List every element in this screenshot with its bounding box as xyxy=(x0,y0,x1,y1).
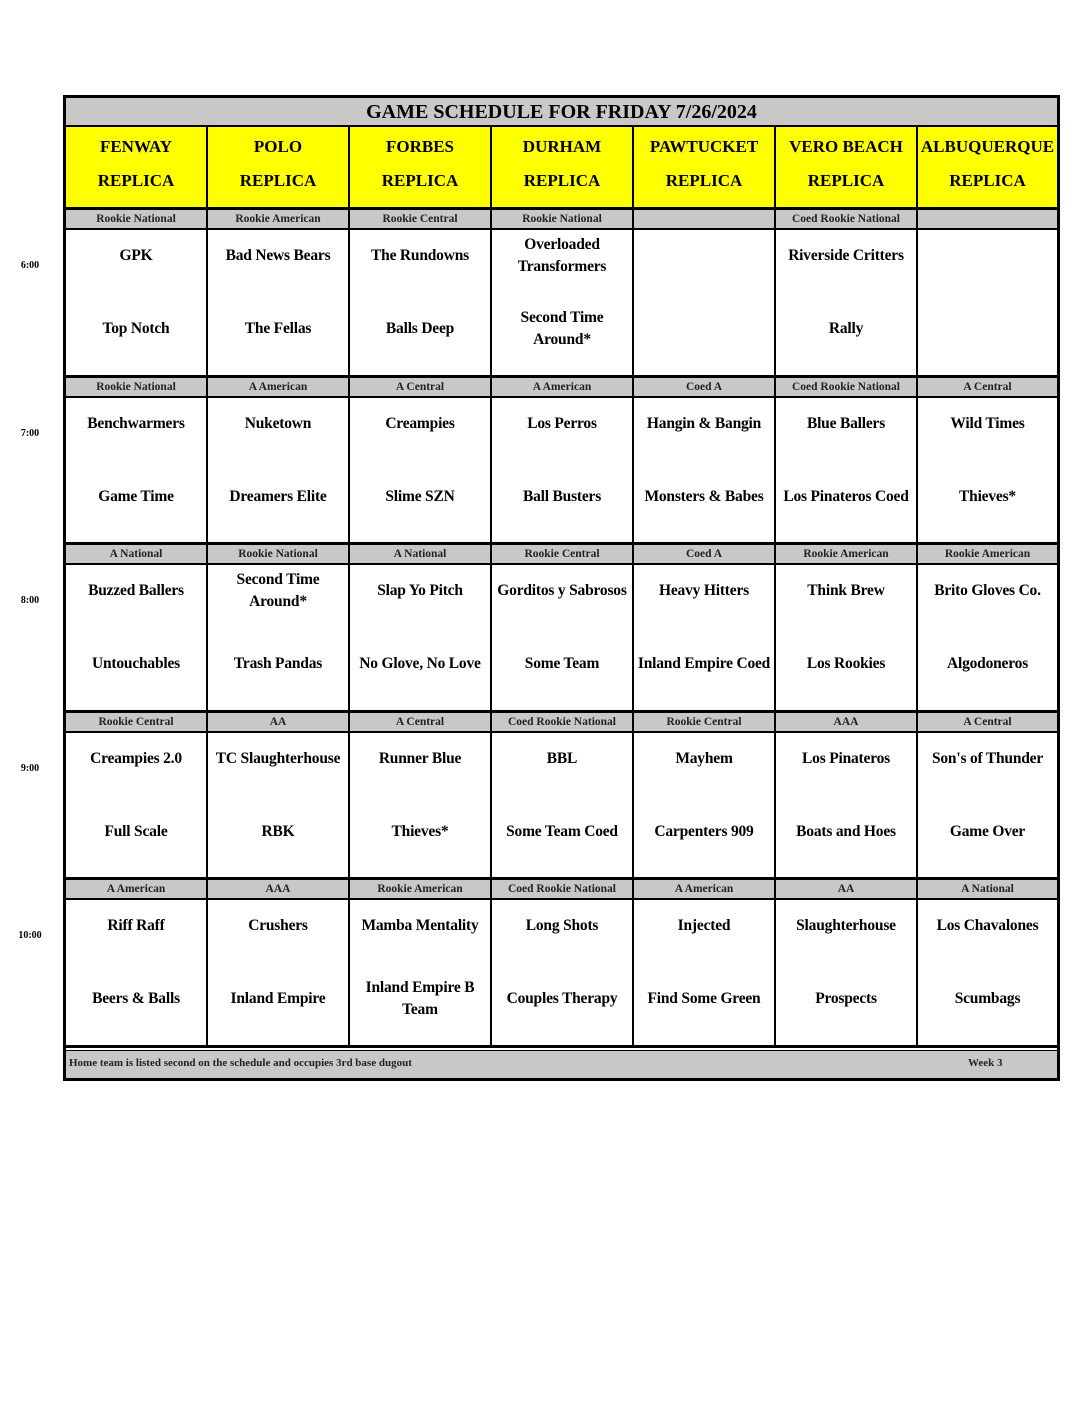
game-cell xyxy=(634,230,776,378)
field-name: ALBUQUERQUE xyxy=(920,137,1055,156)
visiting-team: Mayhem xyxy=(675,749,733,767)
week-label: Week 3 xyxy=(968,1057,1003,1069)
game-cell xyxy=(918,398,1057,546)
field-header xyxy=(66,127,208,210)
division-label: Coed Rookie National xyxy=(776,378,918,398)
field-subtitle: REPLICA xyxy=(523,171,601,190)
division-label: A Central xyxy=(350,378,492,398)
game-cell xyxy=(776,733,918,881)
home-team: Carpenters 909 xyxy=(654,822,754,840)
visiting-team: Benchwarmers xyxy=(87,414,185,432)
time-slot-label: 9:00 xyxy=(20,762,40,774)
division-label: AA xyxy=(776,880,918,900)
home-team: Trash Pandas xyxy=(233,655,323,672)
game-cell xyxy=(918,733,1057,881)
game-cell xyxy=(918,900,1057,1048)
game-cell xyxy=(350,398,492,546)
visiting-team: Heavy Hitters xyxy=(659,582,749,599)
visiting-team: BBL xyxy=(546,749,578,767)
game-cell xyxy=(776,900,918,1048)
division-label: AAA xyxy=(776,713,918,733)
home-team: The Fellas xyxy=(244,320,312,337)
division-label: Coed Rookie National xyxy=(776,210,918,230)
home-team: Rally xyxy=(828,320,864,337)
visiting-team: Nuketown xyxy=(244,414,312,432)
home-team: Inland Empire Coed xyxy=(637,655,771,672)
field-subtitle: REPLICA xyxy=(807,171,885,190)
visiting-team: Second Time Around* xyxy=(236,571,320,610)
home-team: No Glove, No Love xyxy=(359,655,481,672)
division-label: Coed Rookie National xyxy=(492,713,634,733)
home-team: Beers & Balls xyxy=(92,990,180,1007)
division-label: Rookie Central xyxy=(634,713,776,733)
visiting-team: Slaughterhouse xyxy=(796,917,896,934)
game-cell xyxy=(350,733,492,881)
home-team: Game Time xyxy=(98,487,174,505)
game-cell xyxy=(634,398,776,546)
game-cell xyxy=(208,398,350,546)
visiting-team: Long Shots xyxy=(525,917,599,934)
game-cell xyxy=(776,398,918,546)
home-team: Some Team Coed xyxy=(506,822,618,840)
division-label: A National xyxy=(350,545,492,565)
division-label: Coed A xyxy=(634,378,776,398)
home-team xyxy=(918,307,1057,351)
time-slot-label: 8:00 xyxy=(20,595,40,606)
division-label: A American xyxy=(208,378,350,398)
visiting-team: Wild Times xyxy=(950,414,1025,432)
home-team: Couples Therapy xyxy=(506,990,618,1007)
time-slot-label: 10:00 xyxy=(18,930,42,941)
game-cell xyxy=(776,230,918,378)
home-team: Dreamers Elite xyxy=(229,487,327,505)
field-name: DURHAM xyxy=(522,137,602,156)
home-team: Scumbags xyxy=(954,990,1021,1007)
visiting-team: Hangin & Bangin xyxy=(646,414,762,432)
visiting-team: The Rundowns xyxy=(371,247,469,264)
field-header xyxy=(918,127,1057,210)
game-cell xyxy=(918,230,1057,378)
game-cell xyxy=(634,733,776,881)
visiting-team xyxy=(918,234,1057,278)
division-label: Rookie Central xyxy=(492,545,634,565)
game-cell xyxy=(66,733,208,881)
home-team: RBK xyxy=(261,822,295,840)
home-team: Los Pinateros Coed xyxy=(783,487,909,505)
visiting-team: Overloaded Transformers xyxy=(517,236,607,275)
schedule-title: GAME SCHEDULE FOR FRIDAY 7/26/2024 xyxy=(66,98,1057,127)
visiting-team: Injected xyxy=(677,917,731,934)
field-name: FORBES xyxy=(385,137,455,156)
visiting-team: Crushers xyxy=(248,917,308,934)
game-cell xyxy=(208,733,350,881)
division-label: Rookie American xyxy=(208,210,350,230)
division-label: Rookie National xyxy=(66,378,208,398)
game-cell xyxy=(66,900,208,1048)
visiting-team: Los Chavalones xyxy=(936,917,1039,934)
field-name: POLO xyxy=(253,137,303,156)
home-team: Algodoneros xyxy=(946,655,1029,672)
home-team: Prospects xyxy=(815,990,877,1007)
visiting-team: Think Brew xyxy=(807,582,885,599)
visiting-team xyxy=(634,234,774,278)
game-cell xyxy=(350,900,492,1048)
division-label: Rookie National xyxy=(208,545,350,565)
field-subtitle: REPLICA xyxy=(665,171,743,190)
field-header xyxy=(634,127,776,210)
visiting-team: GPK xyxy=(119,247,153,264)
home-team xyxy=(634,307,774,351)
game-cell xyxy=(492,565,634,713)
field-subtitle: REPLICA xyxy=(381,171,459,190)
field-header xyxy=(776,127,918,210)
division-label: Rookie American xyxy=(350,880,492,900)
game-cell xyxy=(208,900,350,1048)
home-team: Top Notch xyxy=(102,320,170,337)
home-team: Full Scale xyxy=(104,822,168,840)
home-team: Thieves* xyxy=(391,822,449,840)
schedule-table xyxy=(63,95,1060,1081)
game-cell xyxy=(350,230,492,378)
game-cell xyxy=(66,230,208,378)
home-team: Second Time Around* xyxy=(520,309,604,348)
field-subtitle: REPLICA xyxy=(239,171,317,190)
visiting-team: Brito Gloves Co. xyxy=(934,582,1041,599)
home-team: Untouchables xyxy=(91,655,181,672)
game-cell xyxy=(492,733,634,881)
home-team: Game Over xyxy=(949,822,1026,840)
home-team: Monsters & Babes xyxy=(644,487,764,505)
division-label: AAA xyxy=(208,880,350,900)
game-cell xyxy=(776,565,918,713)
home-team: Find Some Green xyxy=(647,990,761,1007)
visiting-team: Los Perros xyxy=(527,414,597,432)
visiting-team: Buzzed Ballers xyxy=(88,582,184,599)
division-label: Coed Rookie National xyxy=(492,880,634,900)
game-cell xyxy=(492,900,634,1048)
game-cell xyxy=(918,565,1057,713)
game-cell xyxy=(66,565,208,713)
visiting-team: Runner Blue xyxy=(378,749,462,767)
visiting-team: Creampies 2.0 xyxy=(90,749,182,767)
field-header xyxy=(492,127,634,210)
home-team: Inland Empire B Team xyxy=(365,979,475,1018)
division-label: Rookie American xyxy=(918,545,1057,565)
game-cell xyxy=(66,398,208,546)
division-label: A National xyxy=(66,545,208,565)
visiting-team: Creampies xyxy=(385,414,455,432)
field-subtitle: REPLICA xyxy=(949,171,1026,190)
game-cell xyxy=(492,398,634,546)
home-team: Boats and Hoes xyxy=(796,822,896,840)
field-header xyxy=(208,127,350,210)
division-label: A Central xyxy=(350,713,492,733)
visiting-team: Los Pinateros xyxy=(802,749,890,767)
game-cell xyxy=(208,565,350,713)
field-subtitle: REPLICA xyxy=(97,171,175,190)
time-slot-label: 6:00 xyxy=(20,260,40,271)
field-name: FENWAY xyxy=(99,137,173,156)
home-team: Balls Deep xyxy=(385,320,455,337)
visiting-team: Blue Ballers xyxy=(806,414,886,432)
field-name: VERO BEACH xyxy=(789,137,903,156)
visiting-team: Bad News Bears xyxy=(225,247,331,264)
division-label: Rookie Central xyxy=(350,210,492,230)
game-cell xyxy=(634,900,776,1048)
visiting-team: Gorditos y Sabrosos xyxy=(497,582,627,599)
schedule-footer xyxy=(66,1050,1057,1078)
visiting-team: Riff Raff xyxy=(107,917,165,934)
division-label: Rookie National xyxy=(492,210,634,230)
game-cell xyxy=(208,230,350,378)
division-label xyxy=(634,210,776,230)
visiting-team: TC Slaughterhouse xyxy=(215,749,341,767)
home-team: Thieves* xyxy=(959,487,1016,505)
division-label: Rookie National xyxy=(66,210,208,230)
visiting-team: Slap Yo Pitch xyxy=(377,582,463,599)
division-label: Rookie Central xyxy=(66,713,208,733)
visiting-team: Riverside Critters xyxy=(788,247,904,264)
division-label: AA xyxy=(208,713,350,733)
division-label: A American xyxy=(492,378,634,398)
game-cell xyxy=(350,565,492,713)
home-team: Ball Busters xyxy=(522,487,602,505)
home-team: Los Rookies xyxy=(806,655,886,672)
time-slot-label: 7:00 xyxy=(20,427,40,439)
visiting-team: Son's of Thunder xyxy=(931,749,1044,767)
division-label: A Central xyxy=(918,378,1057,398)
home-team-note: Home team is listed second on the schedule and occupies 3rd base dugout xyxy=(69,1057,412,1069)
field-name: PAWTUCKET xyxy=(649,137,759,156)
division-label: Coed A xyxy=(634,545,776,565)
division-label: A American xyxy=(66,880,208,900)
game-cell xyxy=(492,230,634,378)
division-label: A Central xyxy=(918,713,1057,733)
division-label: A American xyxy=(634,880,776,900)
home-team: Slime SZN xyxy=(385,487,455,505)
game-cell xyxy=(634,565,776,713)
visiting-team: Mamba Mentality xyxy=(361,917,479,934)
home-team: Some Team xyxy=(524,655,600,672)
division-label: Rookie American xyxy=(776,545,918,565)
field-header xyxy=(350,127,492,210)
division-label: A National xyxy=(918,880,1057,900)
home-team: Inland Empire xyxy=(230,990,326,1007)
division-label xyxy=(918,210,1057,230)
